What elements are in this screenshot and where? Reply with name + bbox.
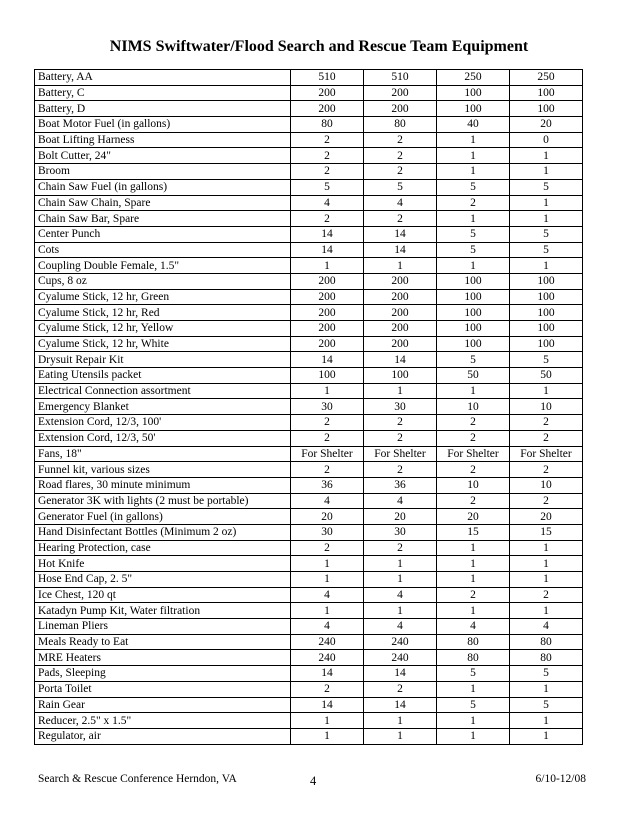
quantity-cell: 200: [291, 321, 364, 337]
quantity-cell: 200: [364, 273, 437, 289]
quantity-cell: For Shelter: [510, 446, 583, 462]
quantity-cell: 20: [291, 509, 364, 525]
quantity-cell: 1: [291, 728, 364, 744]
quantity-cell: 1: [291, 258, 364, 274]
item-name-cell: Cots: [35, 242, 291, 258]
item-name-cell: Generator 3K with lights (2 must be portable): [35, 493, 291, 509]
quantity-cell: 1: [437, 603, 510, 619]
quantity-cell: 4: [364, 493, 437, 509]
quantity-cell: 1: [510, 211, 583, 227]
quantity-cell: 1: [291, 603, 364, 619]
quantity-cell: 1: [364, 258, 437, 274]
quantity-cell: 200: [364, 85, 437, 101]
quantity-cell: 50: [510, 368, 583, 384]
item-name-cell: Cyalume Stick, 12 hr, Red: [35, 305, 291, 321]
quantity-cell: 2: [291, 164, 364, 180]
quantity-cell: 5: [510, 352, 583, 368]
quantity-cell: 1: [510, 556, 583, 572]
quantity-cell: 2: [291, 415, 364, 431]
quantity-cell: 36: [291, 477, 364, 493]
quantity-cell: 5: [510, 226, 583, 242]
quantity-cell: 2: [510, 462, 583, 478]
quantity-cell: 2: [510, 415, 583, 431]
item-name-cell: Drysuit Repair Kit: [35, 352, 291, 368]
item-name-cell: Center Punch: [35, 226, 291, 242]
item-name-cell: Fans, 18": [35, 446, 291, 462]
quantity-cell: 200: [291, 289, 364, 305]
item-name-cell: Electrical Connection assortment: [35, 383, 291, 399]
quantity-cell: 1: [437, 132, 510, 148]
quantity-cell: 2: [510, 493, 583, 509]
quantity-cell: 1: [510, 713, 583, 729]
table-row: [35, 430, 583, 446]
quantity-cell: 510: [364, 70, 437, 86]
item-name-cell: Pads, Sleeping: [35, 666, 291, 682]
quantity-cell: 5: [510, 242, 583, 258]
table-row: [35, 242, 583, 258]
quantity-cell: 2: [364, 430, 437, 446]
item-name-cell: Hose End Cap, 2. 5": [35, 572, 291, 588]
item-name-cell: Lineman Pliers: [35, 619, 291, 635]
quantity-cell: 5: [364, 179, 437, 195]
quantity-cell: 5: [437, 226, 510, 242]
table-row: [35, 713, 583, 729]
quantity-cell: 100: [510, 336, 583, 352]
quantity-cell: 10: [510, 399, 583, 415]
quantity-cell: 2: [437, 587, 510, 603]
table-row: [35, 258, 583, 274]
table-row: [35, 524, 583, 540]
page-number: 4: [310, 774, 317, 788]
quantity-cell: 200: [364, 336, 437, 352]
quantity-cell: 1: [510, 258, 583, 274]
table-row: [35, 179, 583, 195]
quantity-cell: 1: [437, 556, 510, 572]
quantity-cell: 1: [364, 728, 437, 744]
quantity-cell: 15: [510, 524, 583, 540]
quantity-cell: 1: [364, 556, 437, 572]
table-row: [35, 117, 583, 133]
quantity-cell: 250: [437, 70, 510, 86]
quantity-cell: 10: [437, 477, 510, 493]
quantity-cell: 5: [510, 179, 583, 195]
quantity-cell: 200: [291, 336, 364, 352]
table-row: [35, 164, 583, 180]
item-name-cell: Hand Disinfectant Bottles (Minimum 2 oz): [35, 524, 291, 540]
quantity-cell: 200: [291, 85, 364, 101]
item-name-cell: Meals Ready to Eat: [35, 634, 291, 650]
quantity-cell: 100: [437, 101, 510, 117]
quantity-cell: 15: [437, 524, 510, 540]
quantity-cell: 4: [364, 195, 437, 211]
quantity-cell: 14: [291, 226, 364, 242]
quantity-cell: 2: [437, 493, 510, 509]
quantity-cell: 36: [364, 477, 437, 493]
table-row: [35, 85, 583, 101]
table-row: [35, 195, 583, 211]
quantity-cell: 5: [437, 666, 510, 682]
quantity-cell: 2: [364, 211, 437, 227]
quantity-cell: 30: [291, 524, 364, 540]
quantity-cell: 2: [510, 430, 583, 446]
table-row: [35, 101, 583, 117]
quantity-cell: 80: [437, 634, 510, 650]
table-row: [35, 211, 583, 227]
quantity-cell: 200: [291, 305, 364, 321]
table-row: [35, 226, 583, 242]
footer-date: 6/10-12/08: [535, 773, 586, 785]
item-name-cell: Battery, AA: [35, 70, 291, 86]
quantity-cell: 80: [510, 650, 583, 666]
quantity-cell: 4: [291, 587, 364, 603]
quantity-cell: For Shelter: [437, 446, 510, 462]
table-row: [35, 666, 583, 682]
quantity-cell: 5: [437, 697, 510, 713]
quantity-cell: 100: [437, 85, 510, 101]
quantity-cell: 100: [437, 336, 510, 352]
item-name-cell: Boat Motor Fuel (in gallons): [35, 117, 291, 133]
table-row: [35, 634, 583, 650]
table-row: [35, 650, 583, 666]
item-name-cell: Road flares, 30 minute minimum: [35, 477, 291, 493]
quantity-cell: 1: [510, 148, 583, 164]
quantity-cell: 20: [364, 509, 437, 525]
quantity-cell: 1: [291, 572, 364, 588]
quantity-cell: 100: [510, 321, 583, 337]
quantity-cell: 1: [437, 681, 510, 697]
item-name-cell: Bolt Cutter, 24": [35, 148, 291, 164]
quantity-cell: 5: [510, 697, 583, 713]
equipment-table: [34, 69, 583, 745]
table-row: [35, 446, 583, 462]
item-name-cell: Reducer, 2.5" x 1.5": [35, 713, 291, 729]
item-name-cell: Chain Saw Chain, Spare: [35, 195, 291, 211]
table-row: [35, 619, 583, 635]
quantity-cell: 1: [510, 540, 583, 556]
table-row: [35, 305, 583, 321]
quantity-cell: 100: [437, 273, 510, 289]
quantity-cell: 1: [364, 603, 437, 619]
item-name-cell: Emergency Blanket: [35, 399, 291, 415]
quantity-cell: 14: [291, 352, 364, 368]
quantity-cell: 2: [364, 415, 437, 431]
quantity-cell: 1: [364, 713, 437, 729]
item-name-cell: Regulator, air: [35, 728, 291, 744]
quantity-cell: 2: [364, 462, 437, 478]
item-name-cell: Chain Saw Bar, Spare: [35, 211, 291, 227]
quantity-cell: 2: [291, 681, 364, 697]
quantity-cell: 100: [437, 305, 510, 321]
quantity-cell: 0: [510, 132, 583, 148]
item-name-cell: Generator Fuel (in gallons): [35, 509, 291, 525]
equipment-table-body: [35, 70, 583, 745]
quantity-cell: 1: [510, 195, 583, 211]
quantity-cell: 100: [510, 289, 583, 305]
page-footer: [38, 773, 586, 789]
quantity-cell: 2: [291, 462, 364, 478]
quantity-cell: 14: [364, 242, 437, 258]
table-row: [35, 509, 583, 525]
quantity-cell: 40: [437, 117, 510, 133]
quantity-cell: 10: [437, 399, 510, 415]
quantity-cell: 1: [437, 258, 510, 274]
table-row: [35, 336, 583, 352]
quantity-cell: 200: [291, 101, 364, 117]
quantity-cell: 200: [291, 273, 364, 289]
quantity-cell: 200: [364, 101, 437, 117]
table-row: [35, 556, 583, 572]
quantity-cell: 1: [510, 572, 583, 588]
quantity-cell: 4: [437, 619, 510, 635]
item-name-cell: Funnel kit, various sizes: [35, 462, 291, 478]
quantity-cell: 1: [510, 164, 583, 180]
table-row: [35, 273, 583, 289]
quantity-cell: 4: [510, 619, 583, 635]
table-row: [35, 697, 583, 713]
quantity-cell: 2: [291, 148, 364, 164]
quantity-cell: 100: [510, 101, 583, 117]
quantity-cell: 14: [364, 666, 437, 682]
table-row: [35, 368, 583, 384]
quantity-cell: 100: [510, 305, 583, 321]
quantity-cell: 30: [291, 399, 364, 415]
footer-conference: Search & Rescue Conference Herndon, VA: [38, 773, 237, 785]
table-row: [35, 321, 583, 337]
table-row: [35, 572, 583, 588]
item-name-cell: Ice Chest, 120 qt: [35, 587, 291, 603]
quantity-cell: 5: [437, 352, 510, 368]
quantity-cell: 20: [510, 117, 583, 133]
table-row: [35, 728, 583, 744]
quantity-cell: 510: [291, 70, 364, 86]
quantity-cell: 4: [291, 619, 364, 635]
quantity-cell: For Shelter: [291, 446, 364, 462]
table-row: [35, 587, 583, 603]
quantity-cell: 20: [437, 509, 510, 525]
quantity-cell: 200: [364, 321, 437, 337]
table-row: [35, 399, 583, 415]
item-name-cell: Chain Saw Fuel (in gallons): [35, 179, 291, 195]
table-row: [35, 462, 583, 478]
quantity-cell: 2: [364, 132, 437, 148]
item-name-cell: Eating Utensils packet: [35, 368, 291, 384]
quantity-cell: 80: [291, 117, 364, 133]
quantity-cell: 2: [437, 430, 510, 446]
quantity-cell: 2: [364, 681, 437, 697]
quantity-cell: 2: [437, 415, 510, 431]
quantity-cell: 1: [437, 572, 510, 588]
quantity-cell: 50: [437, 368, 510, 384]
table-row: [35, 352, 583, 368]
quantity-cell: 5: [510, 666, 583, 682]
quantity-cell: 1: [364, 383, 437, 399]
item-name-cell: Cyalume Stick, 12 hr, Green: [35, 289, 291, 305]
quantity-cell: 14: [364, 697, 437, 713]
table-row: [35, 132, 583, 148]
quantity-cell: 240: [291, 650, 364, 666]
table-row: [35, 415, 583, 431]
quantity-cell: 4: [364, 619, 437, 635]
item-name-cell: Hot Knife: [35, 556, 291, 572]
table-row: [35, 70, 583, 86]
quantity-cell: 5: [437, 179, 510, 195]
quantity-cell: 1: [437, 148, 510, 164]
table-row: [35, 540, 583, 556]
quantity-cell: 30: [364, 399, 437, 415]
quantity-cell: 1: [291, 383, 364, 399]
quantity-cell: 5: [291, 179, 364, 195]
table-row: [35, 477, 583, 493]
quantity-cell: 100: [437, 321, 510, 337]
quantity-cell: 4: [364, 587, 437, 603]
quantity-cell: 2: [510, 587, 583, 603]
quantity-cell: 1: [510, 681, 583, 697]
item-name-cell: Boat Lifting Harness: [35, 132, 291, 148]
quantity-cell: 250: [510, 70, 583, 86]
item-name-cell: Cups, 8 oz: [35, 273, 291, 289]
quantity-cell: 100: [291, 368, 364, 384]
item-name-cell: Hearing Protection, case: [35, 540, 291, 556]
quantity-cell: 240: [291, 634, 364, 650]
quantity-cell: 200: [364, 289, 437, 305]
quantity-cell: 14: [364, 226, 437, 242]
item-name-cell: Extension Cord, 12/3, 50': [35, 430, 291, 446]
quantity-cell: 2: [364, 148, 437, 164]
document-title: NIMS Swiftwater/Flood Search and Rescue Team Equipment: [109, 38, 529, 55]
item-name-cell: Battery, D: [35, 101, 291, 117]
quantity-cell: 100: [510, 273, 583, 289]
quantity-cell: 1: [291, 713, 364, 729]
item-name-cell: Coupling Double Female, 1.5": [35, 258, 291, 274]
quantity-cell: 2: [291, 211, 364, 227]
quantity-cell: 2: [437, 462, 510, 478]
quantity-cell: 100: [510, 85, 583, 101]
quantity-cell: 20: [510, 509, 583, 525]
quantity-cell: 80: [510, 634, 583, 650]
quantity-cell: 1: [291, 556, 364, 572]
item-name-cell: Rain Gear: [35, 697, 291, 713]
quantity-cell: 1: [437, 383, 510, 399]
quantity-cell: 1: [510, 383, 583, 399]
quantity-cell: 2: [291, 540, 364, 556]
quantity-cell: 14: [291, 242, 364, 258]
quantity-cell: 14: [291, 666, 364, 682]
item-name-cell: Cyalume Stick, 12 hr, Yellow: [35, 321, 291, 337]
quantity-cell: 200: [364, 305, 437, 321]
quantity-cell: 1: [437, 540, 510, 556]
quantity-cell: 14: [291, 697, 364, 713]
quantity-cell: For Shelter: [364, 446, 437, 462]
quantity-cell: 10: [510, 477, 583, 493]
item-name-cell: Extension Cord, 12/3, 100': [35, 415, 291, 431]
quantity-cell: 1: [510, 728, 583, 744]
quantity-cell: 5: [437, 242, 510, 258]
table-row: [35, 289, 583, 305]
quantity-cell: 1: [437, 728, 510, 744]
quantity-cell: 2: [437, 195, 510, 211]
item-name-cell: Katadyn Pump Kit, Water filtration: [35, 603, 291, 619]
quantity-cell: 4: [291, 195, 364, 211]
quantity-cell: 2: [364, 540, 437, 556]
quantity-cell: 80: [364, 117, 437, 133]
quantity-cell: 14: [364, 352, 437, 368]
item-name-cell: Battery, C: [35, 85, 291, 101]
quantity-cell: 1: [437, 211, 510, 227]
quantity-cell: 100: [364, 368, 437, 384]
quantity-cell: 4: [291, 493, 364, 509]
item-name-cell: Porta Toilet: [35, 681, 291, 697]
quantity-cell: 1: [364, 572, 437, 588]
quantity-cell: 1: [437, 164, 510, 180]
quantity-cell: 1: [437, 713, 510, 729]
item-name-cell: Cyalume Stick, 12 hr, White: [35, 336, 291, 352]
quantity-cell: 240: [364, 650, 437, 666]
table-row: [35, 493, 583, 509]
quantity-cell: 2: [364, 164, 437, 180]
quantity-cell: 30: [364, 524, 437, 540]
table-row: [35, 681, 583, 697]
table-row: [35, 148, 583, 164]
item-name-cell: Broom: [35, 164, 291, 180]
quantity-cell: 240: [364, 634, 437, 650]
table-row: [35, 603, 583, 619]
quantity-cell: 1: [510, 603, 583, 619]
quantity-cell: 2: [291, 132, 364, 148]
item-name-cell: MRE Heaters: [35, 650, 291, 666]
quantity-cell: 100: [437, 289, 510, 305]
quantity-cell: 2: [291, 430, 364, 446]
table-row: [35, 383, 583, 399]
quantity-cell: 80: [437, 650, 510, 666]
